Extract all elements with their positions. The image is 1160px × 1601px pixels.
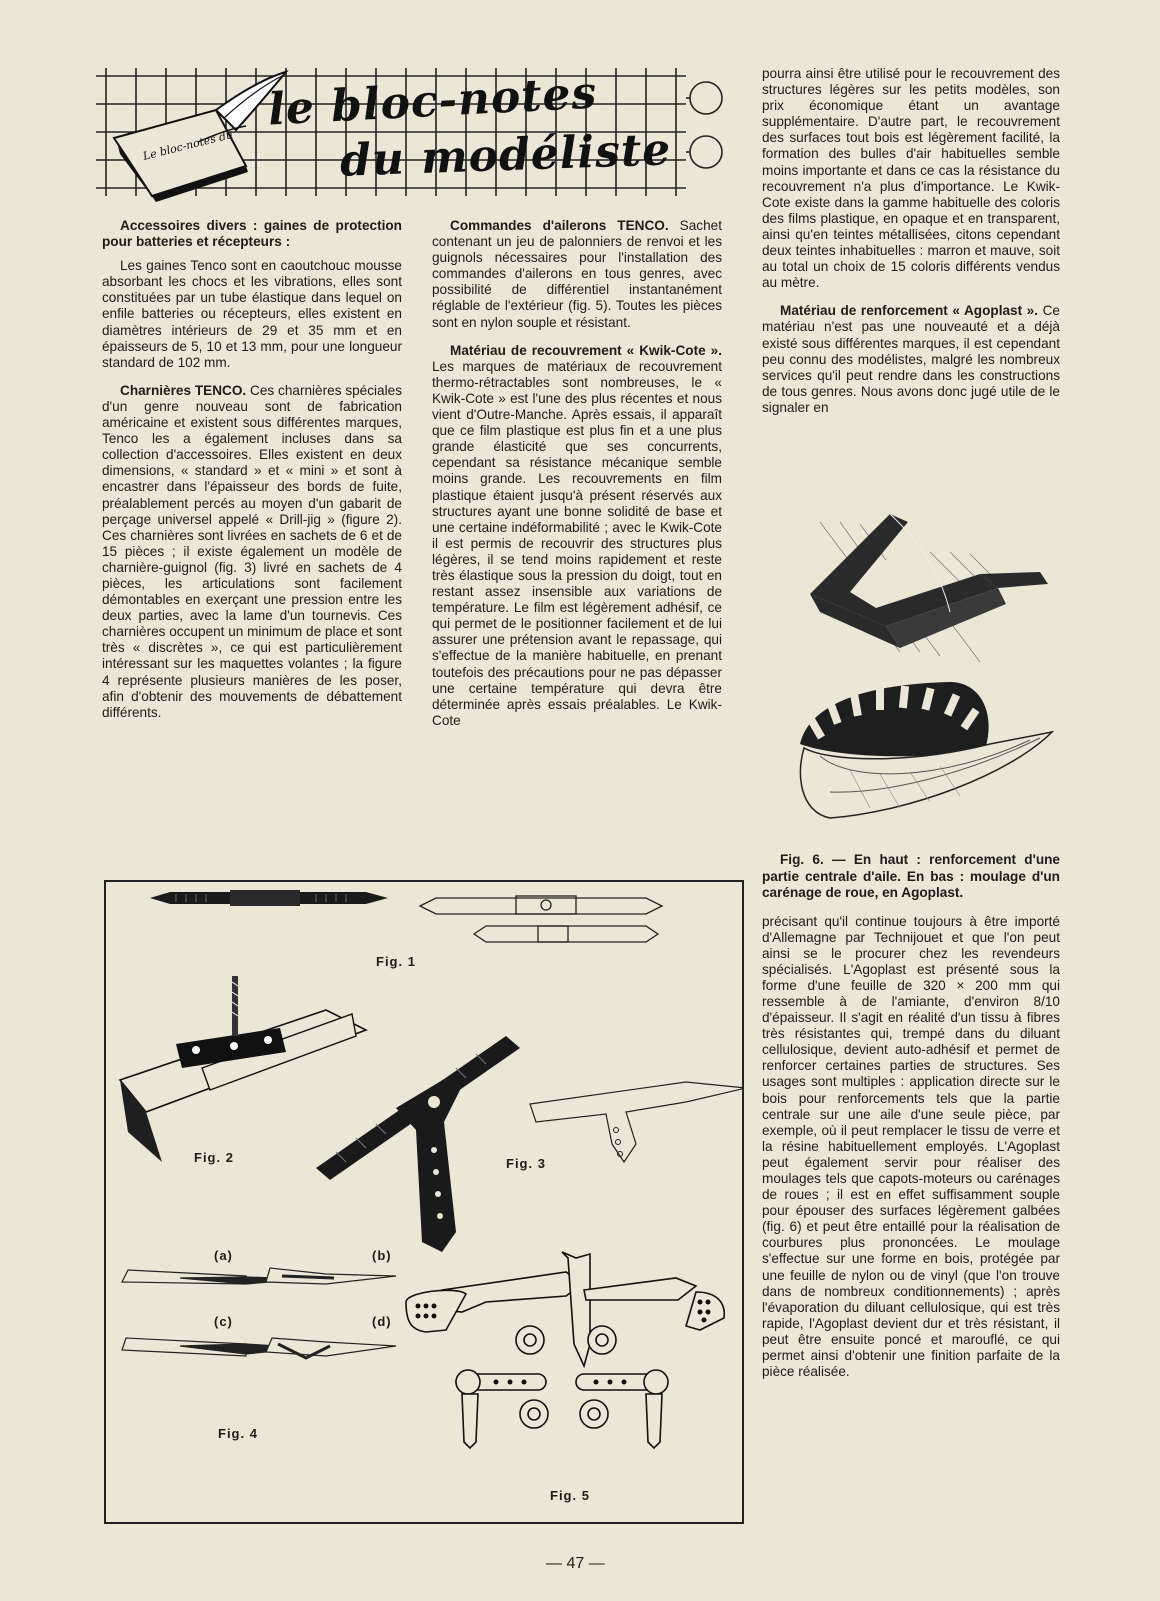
article-paragraph-charnieres (102, 383, 402, 721)
column-3-top (762, 66, 1060, 428)
article-paragraph-commandes (432, 218, 722, 331)
aileron-control-set-illustration (406, 1252, 724, 1448)
fig4-b-label: (b) (372, 1248, 392, 1263)
article-body-kwikcote-continued: pourra ainsi être utilisé pour le recouvrement des structures légères sur les petits modèles, son prix économique étant un avantage supplémentaire. D'autre part, le recouvrement des surfaces tout bois est légèrement facilité, la formation des bulles d'air habituelles semble moins importante et dans ce cas la résistance du recouvrement n'a plus d'importance. Le Kwik-Cote existe dans la gamme habituelle des coloris des films plastique, en opaque et en transparent, ainsi qu'en teintes métallisées, citons cependant deux teintes inhabituelles : marron et mauve, soit au total un choix de 15 coloris différents vendus au mètre. (762, 66, 1060, 291)
fig3-label: Fig. 3 (506, 1156, 546, 1171)
figure-6-drawing (790, 512, 1060, 840)
notepad-text: Le bloc-notes du (141, 127, 235, 163)
hinge-horn-illustration (316, 1036, 742, 1252)
banner-title-line2: du modéliste (339, 124, 673, 187)
column-2 (432, 218, 722, 741)
article-body-accessoires: Les gaines Tenco sont en caoutchouc mousse absorbant les chocs et les vibrations, elles sont constituées par un tube élastique dans lequel on enfile batteries ou récepteurs, elles existent en diamètres intérieurs de 29 et 35 mm et en épaisseurs de 5, 10 et 13 mm, pour une longueur standard de 102 mm. (102, 258, 402, 370)
fig5-label: Fig. 5 (550, 1488, 590, 1503)
article-body-commandes: Sachet contenant un jeu de palonniers de renvoi et les guignols nécessaires pour l'installation des commandes d'ailerons en tous genres, avec possibilité de différentiel instantanément réglable de l'extérieur (fig. 5). Toutes les pièces sont en nylon souple et résistant. (432, 218, 722, 330)
fig4-label: Fig. 4 (218, 1426, 258, 1441)
article-heading-kwikcote: Matériau de recouvrement « Kwik-Cote ». (450, 342, 722, 358)
fig4-a-label: (a) (214, 1248, 233, 1263)
article-heading-accessoires: Accessoires divers : gaines de protection pour batteries et récepteurs : (102, 218, 402, 250)
drill-jig-illustration (120, 976, 366, 1162)
article-body-charnieres: Ces charnières spéciales d'un genre nouveau sont de fabrication américaine et existent sous différentes marques, Tenco les a également incluses dans sa collection d'accessoires. Elles existent en deux dimensions, « standard » et « mini » et sont à encastrer dans l'épaisseur des bords de fuite, préalablement percés au moyen d'un gabarit de perçage universel appelé « Drill-jig » (figure 2). Ces charnières sont livrées en sachets de 6 et de 15 pièces ; il existe également un modèle de charnière-guignol (fig. 3) livré en sachets de 4 pièces, les articulations sont facilement démontables en exerçant une pression entre les deux parties, avec la lame d'un tournevis. Ces charnières occupent un minimum de place et sont très « discrètes », ce qui est particulièrement intéressant sur les maquettes volantes ; la figure 4 représente plusieurs manières de les poser, afin d'obtenir des mouvements de débattement différents. (102, 382, 402, 720)
fig4-d-label: (d) (372, 1314, 392, 1329)
column-3-bottom (762, 852, 1060, 1392)
hinge-outline-illustration (420, 896, 662, 942)
fig2-label: Fig. 2 (194, 1150, 234, 1165)
article-paragraph-kwikcote (432, 343, 722, 729)
article-body-agoplast-continued: précisant qu'il continue toujours à être importé d'Allemagne par Technijouet et que l'on peut ainsi se le procurer chez les revendeurs spécialisés. L'Agoplast est présenté sous la forme d'une feuille de 320 × 200 mm qui ressemble à de l'amiante, d'environ 8/10 d'épaisseur. Il s'agit en réalité d'un tissu à fibres très résistantes qui, trempé dans du diluant cellulosique, devient auto-adhésif et permet de renforcer certaines parties de structures. Ses usages sont multiples : application directe sur le bois pour renforcements tels que la partie centrale sur une aile d'une seule pièce, par exemple, où il peut remplacer le tissu de verre et la résine habituellement employés. L'Agoplast peut également servir pour réaliser des moulages tels que capots-moteurs ou carénages de roues ; il est en effet suffisamment souple pour épouser des surfaces légèrement galbées (fig. 6) et peut être entaillé pour la réalisation de courbures plus prononcées. Le moulage s'effectue sur une forme en bois, protégée par une feuille de nylon ou de vinyl (que l'on trouve dans de nombreux conditionnements) ; après l'évaporation du diluant cellulosique, qui est très rapide, l'Agoplast devient dur et très résistant, il peut être ensuite poncé et marouflé, ce qui permet ainsi d'obtenir une finition parfaite de la pièce réalisée. (762, 913, 1060, 1380)
article-body-kwikcote: Les marques de matériaux de recouvrement thermo-rétractables sont nombreuses, le « Kwik-Cote » est l'une des plus récentes et nous vient d'Outre-Manche. Après essais, il apparaît que ce film plastique est plus fin et a une plus grande élasticité que ses concurrents, cependant sa résistance mécanique semble moins grande. Les recouvrements en film plastique étaient jusqu'à présent réservés aux structures ayant une bonne solidité de base et une certaine indéformabilité ; avec le Kwik-Cote il est permis de recouvrir des structures plus légères, il se tend moins rapidement et reste très élastique sous la pression du doigt, tout en restant assez insensible aux variations de température. Le film est légèrement adhésif, ce qui permet de le positionner facilement et de lui assurer une prétension avant le repassage, qui s'effectue de la manière habituelle, en prenant toutefois des précautions pour ne pas dépasser une certaine température qui devra être déterminée après essais préalables. Le Kwik-Cote (432, 358, 722, 728)
figures-drawings (106, 882, 742, 1522)
fig1-label: Fig. 1 (376, 954, 416, 969)
article-heading-agoplast: Matériau de renforcement « Agoplast ». (780, 303, 1039, 319)
article-heading-commandes: Commandes d'ailerons TENCO. (450, 218, 669, 233)
figures-box (104, 880, 744, 1524)
fig4-c-label: (c) (214, 1314, 233, 1329)
hinge-mounting-variants-illustration (122, 1268, 396, 1358)
figure-6-caption: Fig. 6. — En haut : renforcement d'une partie centrale d'aile. En bas : moulage d'un carénage de roue, en Agoplast. (762, 852, 1060, 900)
wheel-fairing-illustration (800, 682, 1052, 818)
hinge-solid-illustration (150, 890, 388, 906)
page-number: — 47 — (546, 1555, 605, 1572)
banner (96, 68, 732, 208)
article-body-agoplast: Ce matériau n'est pas une nouveauté et a déjà existé sous différentes marques, il est cependant peu connu des modélistes, malgré les nombreux services qu'il peut rendre dans les constructions de tous genres. Nous avons donc jugé utile de le signaler en (762, 303, 1060, 415)
column-1 (102, 218, 402, 733)
banner-title-line1: le bloc-notes (266, 67, 599, 136)
article-paragraph-agoplast (762, 303, 1060, 416)
article-heading-charnieres: Charnières TENCO. (120, 382, 247, 398)
wing-reinforcement-illustration (810, 514, 1048, 662)
